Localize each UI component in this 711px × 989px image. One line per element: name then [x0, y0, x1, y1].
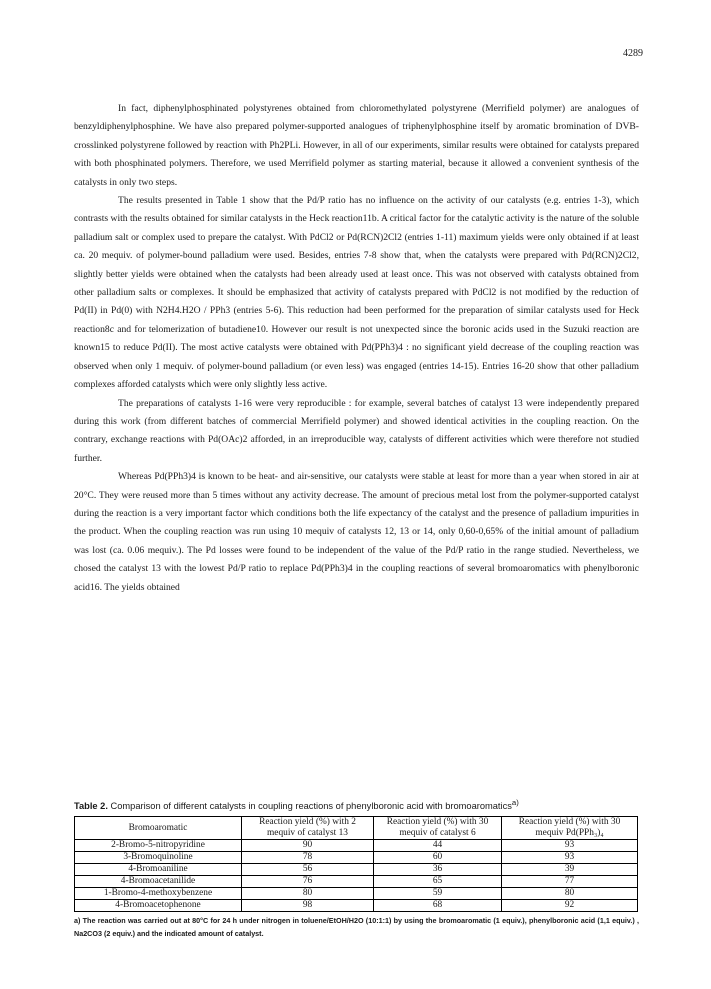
table-cell: 93	[502, 840, 638, 852]
results-table	[74, 816, 638, 912]
table-row	[75, 852, 638, 864]
page-number: 4289	[623, 48, 643, 59]
table-caption-label: Table 2.	[74, 801, 108, 812]
table-cell: 65	[374, 876, 502, 888]
table-cell: 80	[242, 888, 374, 900]
table-row	[75, 876, 638, 888]
table-cell: 2-Bromo-5-nitropyridine	[75, 840, 242, 852]
table-cell: 4-Bromoacetophenone	[75, 900, 242, 912]
table-caption	[74, 796, 639, 813]
table-cell: 3-Bromoquinoline	[75, 852, 242, 864]
paragraph: Whereas Pd(PPh3)4 is known to be heat- and air-sensitive, our catalysts were stable at least for more than a year when stored in air at 20°C. They were reused more than 5 times without any activity decrease. The amount of precious metal lost from the polymer-supported catalyst during the reaction is a very important factor which conditions both the life expectancy of the catalyst and the presence of palladium impurities in the product. When the coupling reaction was run using 10 mequiv of catalysts 12, 13 or 14, only 0,60-0,65% of the initial amount of palladium was lost (ca. 0.06 mequiv.). The Pd losses were found to be independent of the value of the Pd/P ratio in the range studied. Nevertheless, we chosed the catalyst 13 with the lowest Pd/P ratio to replace Pd(PPh3)4 in the coupling reactions of several bromoaromatics with phenylboronic acid16. The yields obtained	[74, 471, 639, 593]
table-cell: 4-Bromoaniline	[75, 864, 242, 876]
table-caption-note-mark: a)	[511, 798, 519, 807]
table-cell: 68	[374, 900, 502, 912]
table-header-cell: Reaction yield (%) with 2 mequiv of catalyst 13	[242, 817, 374, 840]
table-header-row	[75, 817, 638, 840]
table-header-cell: Reaction yield (%) with 30 mequiv of catalyst 6	[374, 817, 502, 840]
table-cell: 92	[502, 900, 638, 912]
table-cell: 1-Bromo-4-methoxybenzene	[75, 888, 242, 900]
table-cell: 78	[242, 852, 374, 864]
table-cell: 98	[242, 900, 374, 912]
table-caption-text: Comparison of different catalysts in coupling reactions of phenylboronic acid with bromoaromatics	[110, 801, 512, 812]
table-row	[75, 840, 638, 852]
table-cell: 59	[374, 888, 502, 900]
table-cell: 77	[502, 876, 638, 888]
table-cell: 60	[374, 852, 502, 864]
table-cell: 56	[242, 864, 374, 876]
paragraph: In fact, diphenylphosphinated polystyrenes obtained from chloromethylated polystyrene (Merrifield polymer) are analogues of benzyldiphenylphosphine. We have also prepared polymer-supported analogues of triphenylphosphine itself by aromatic bromination of DVB-crosslinked polystyrene followed by reaction with Ph2PLi. However, in all of our experiments, similar results were obtained for catalysts prepared with both phosphinated polymers. Therefore, we used Merrifield polymer as starting material, because it allowed a convenient synthesis of the catalysts in only two steps.	[74, 103, 639, 188]
table-cell: 80	[502, 888, 638, 900]
table-cell: 44	[374, 840, 502, 852]
table-row	[75, 864, 638, 876]
table-cell: 76	[242, 876, 374, 888]
table-block	[74, 796, 639, 940]
table-row	[75, 900, 638, 912]
table-row	[75, 888, 638, 900]
table-footnote: a) The reaction was carried out at 80°C for 24 h under nitrogen in toluene/EtOH/H2O (10:1:1) by using the bromoaromatic (1 equiv.), phenylboronic acid (1,1 equiv.) , Na2CO3 (2 equiv.) and the indicated amount of catalyst.	[74, 916, 639, 939]
body-text	[74, 100, 639, 597]
table-header-cell: Reaction yield (%) with 30 mequiv Pd(PPh₃)₄	[502, 817, 638, 840]
table-cell: 36	[374, 864, 502, 876]
table-header-cell: Bromoaromatic	[75, 817, 242, 840]
table-cell: 4-Bromoacetanilide	[75, 876, 242, 888]
table-cell: 93	[502, 852, 638, 864]
paragraph: The results presented in Table 1 show that the Pd/P ratio has no influence on the activity of our catalysts (e.g. entries 1-3), which contrasts with the results obtained for similar catalysts in the Heck reaction11b. A critical factor for the catalytic activity is the nature of the soluble palladium salt or complex used to prepare the catalyst. With PdCl2 or Pd(RCN)2Cl2 (entries 1-11) maximum yields were only obtained if at least ca. 20 mequiv. of polymer-bound palladium were used. Besides, entries 7-8 show that, when the catalysts were prepared with Pd(RCN)2Cl2, slightly better yields were obtained when the catalysts had been already used at least once. This was not observed with catalysts obtained from other palladium salts or complexes. It should be emphasized that activity of catalysts prepared with PdCl2 is not modified by the reduction of Pd(II) in Pd(0) with N2H4.H2O / PPh3 (entries 5-6). This reduction had been performed for the preparation of similar catalysts used for Heck reaction8c and for telomerization of butadiene10. However our result is not unexpected since the boronic acids used in the Suzuki reaction are known15 to reduce Pd(II). The most active catalysts were obtained with Pd(PPh3)4 : no significant yield decrease of the coupling reaction was observed when only 1 mequiv. of polymer-bound palladium (or even less) was engaged (entries 14-15). Entries 16-20 show that other palladium complexes afforded catalysts which were only slightly less active.	[74, 195, 639, 391]
table-cell: 39	[502, 864, 638, 876]
table-cell: 90	[242, 840, 374, 852]
paragraph: The preparations of catalysts 1-16 were very reproducible : for example, several batches of catalyst 13 were independently prepared during this work (from different batches of commercial Merrifield polymer) and showed identical activities in the coupling reaction. On the contrary, exchange reactions with Pd(OAc)2 afforded, in an irreproducible way, catalysts of different activities which were therefore not studied further.	[74, 397, 639, 464]
